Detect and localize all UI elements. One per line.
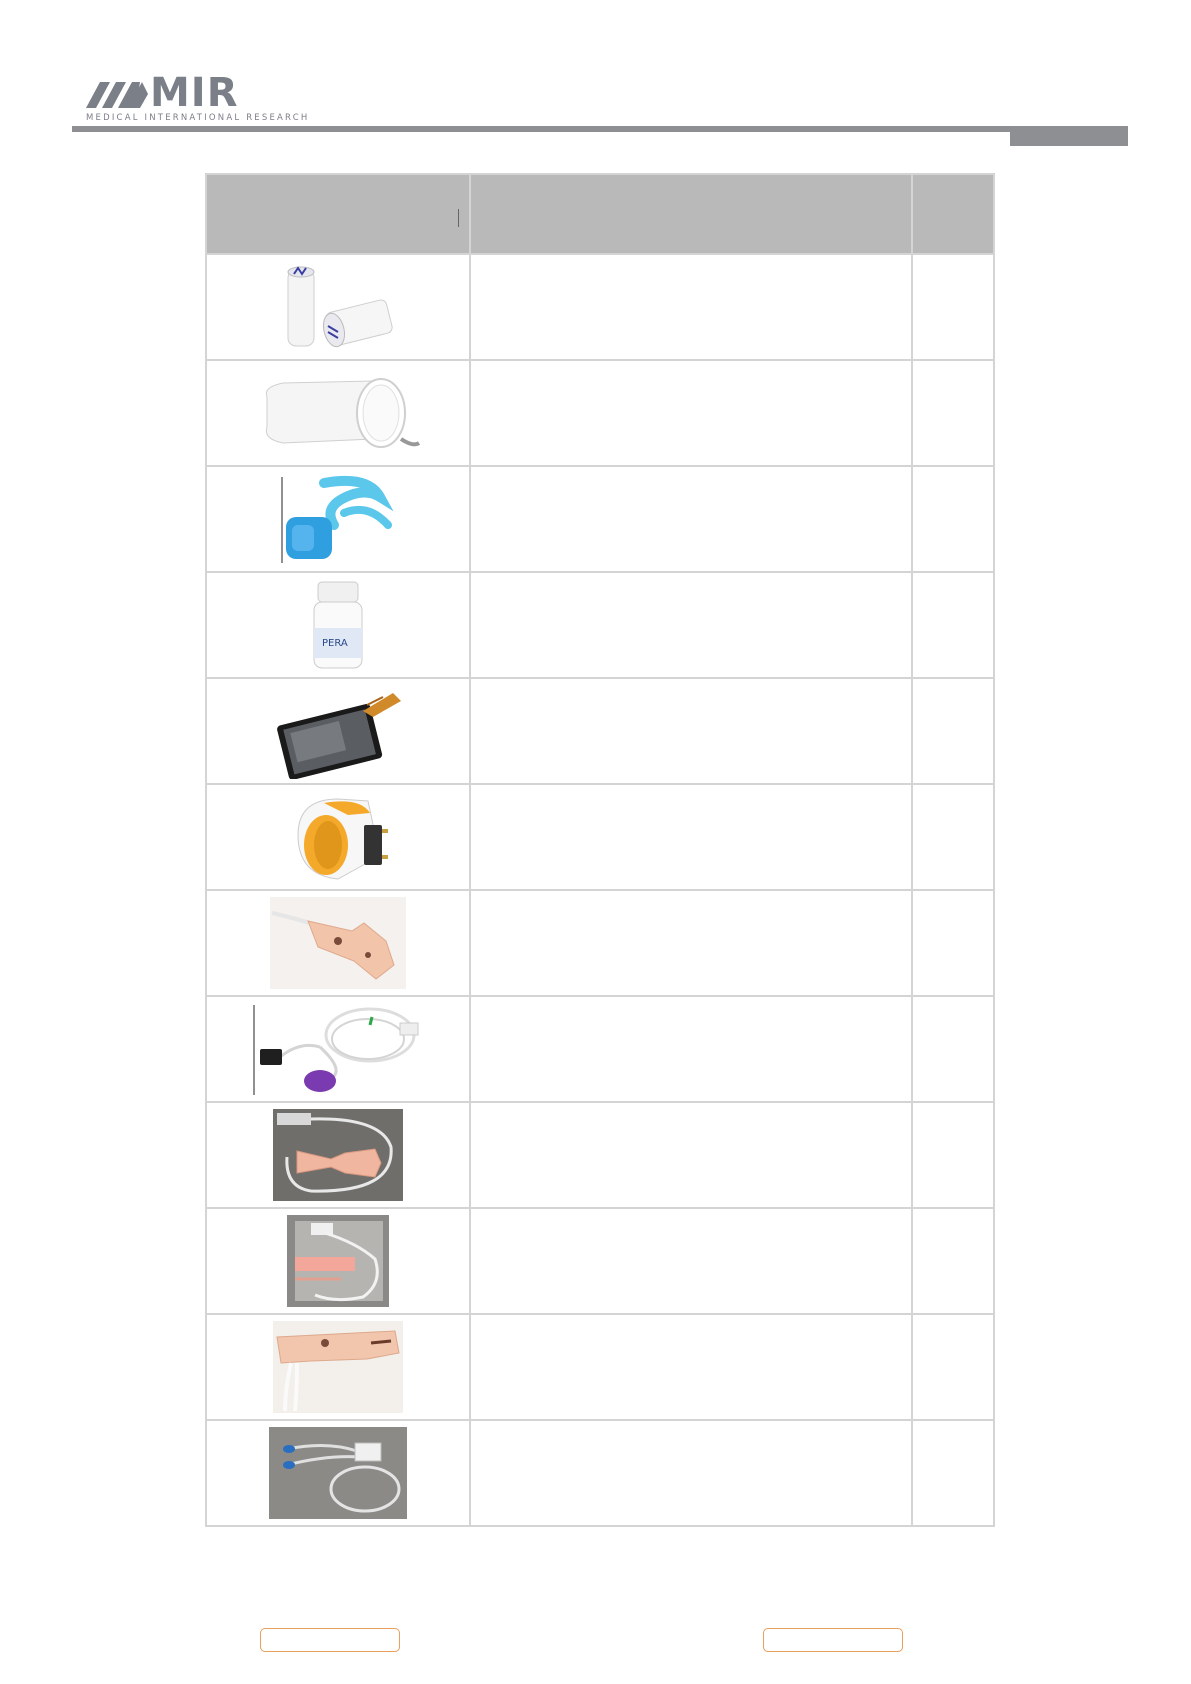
- table-row: [206, 996, 994, 1102]
- row-code: [912, 360, 994, 466]
- table-row: [206, 678, 994, 784]
- row-code: [912, 890, 994, 996]
- table-row: [206, 254, 994, 360]
- row-code: [912, 678, 994, 784]
- row-code: [912, 1420, 994, 1526]
- extension-cable-icon: [206, 1420, 470, 1526]
- nose-clip-icon: [206, 466, 470, 572]
- row-code: [912, 254, 994, 360]
- neonatal-wrap-sensor-icon: [206, 1102, 470, 1208]
- column-header-description: [470, 174, 912, 254]
- header-tab-marker: [1010, 132, 1128, 146]
- adhesive-infant-sensor-icon: [206, 890, 470, 996]
- table-row: [206, 1420, 994, 1526]
- column-header-code: [912, 174, 994, 254]
- disposable-adult-sensor-icon: [206, 1208, 470, 1314]
- header-divider: [72, 126, 1128, 132]
- row-code: [912, 466, 994, 572]
- table-header-row: [206, 174, 994, 254]
- table-row: [206, 466, 994, 572]
- row-description: [470, 890, 912, 996]
- row-code: [912, 1314, 994, 1420]
- accessories-table: [205, 173, 995, 1527]
- row-description: [470, 784, 912, 890]
- row-description: [470, 254, 912, 360]
- finger-sensor-cable-icon: [206, 996, 470, 1102]
- logo-subtitle: MEDICAL INTERNATIONAL RESEARCH: [86, 113, 310, 123]
- touch-display-icon: [206, 678, 470, 784]
- row-code: [912, 1102, 994, 1208]
- row-description: [470, 466, 912, 572]
- table-row: [206, 1208, 994, 1314]
- turbine-housing-icon: [206, 784, 470, 890]
- row-code: [912, 1208, 994, 1314]
- previous-page-button[interactable]: [260, 1628, 400, 1652]
- table-row: [206, 572, 994, 678]
- row-code: [912, 784, 994, 890]
- row-description: [470, 1208, 912, 1314]
- row-description: [470, 1420, 912, 1526]
- row-description: [470, 996, 912, 1102]
- table-row: [206, 890, 994, 996]
- turbine-mouthpieces-icon: [206, 254, 470, 360]
- row-description: [470, 360, 912, 466]
- row-description: [470, 678, 912, 784]
- svg-text:PERA: PERA: [322, 638, 348, 649]
- row-description: [470, 1314, 912, 1420]
- next-page-button[interactable]: [763, 1628, 903, 1652]
- table-row: [206, 784, 994, 890]
- adhesive-pediatric-sensor-icon: [206, 1314, 470, 1420]
- table-row: [206, 1314, 994, 1420]
- column-header-image: [206, 174, 470, 254]
- logo-wordmark: MIR: [150, 70, 239, 116]
- row-description: [470, 572, 912, 678]
- row-code: [912, 572, 994, 678]
- row-code: [912, 996, 994, 1102]
- table-row: [206, 360, 994, 466]
- cleaning-solution-bottle-icon: [206, 572, 470, 678]
- table-row: [206, 1102, 994, 1208]
- row-description: [470, 1102, 912, 1208]
- cardboard-mouthpiece-icon: [206, 360, 470, 466]
